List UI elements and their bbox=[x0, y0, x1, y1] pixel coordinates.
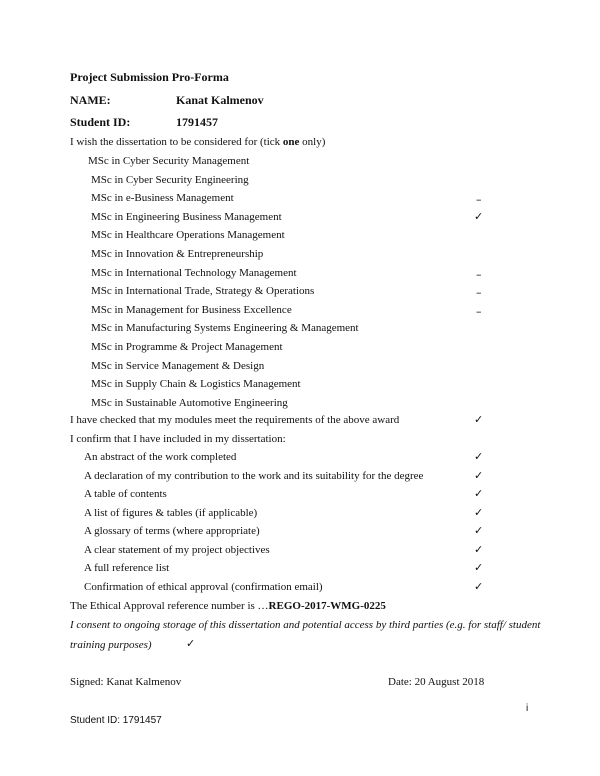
checkmark-icon: ✓ bbox=[474, 561, 484, 574]
consent-line-2: training purposes) bbox=[70, 639, 152, 651]
footer-student-id: Student ID: 1791457 bbox=[70, 715, 162, 726]
programme-label: MSc in Service Management & Design bbox=[91, 360, 265, 372]
programme-label: MSc in Management for Business Excellence bbox=[91, 304, 292, 316]
included-item-label: A table of contents bbox=[84, 488, 167, 500]
programme-label: MSc in International Technology Management bbox=[91, 267, 297, 279]
modules-check-label: I have checked that my modules meet the requirements of the above award bbox=[70, 414, 400, 426]
checkmark-icon: ✓ bbox=[474, 524, 484, 537]
dash-mark-icon: – bbox=[476, 193, 482, 206]
programme-label: MSc in Sustainable Automotive Engineering bbox=[91, 397, 288, 409]
checkmark-icon: ✓ bbox=[474, 506, 484, 519]
programme-label: MSc in Innovation & Entrepreneurship bbox=[91, 248, 264, 260]
included-item-label: A full reference list bbox=[84, 562, 170, 574]
dash-mark-icon: – bbox=[476, 286, 482, 299]
dash-mark-icon: – bbox=[476, 305, 482, 318]
page-number: i bbox=[526, 703, 529, 714]
included-item-label: An abstract of the work completed bbox=[84, 451, 237, 463]
signed-line: Signed: Kanat Kalmenov bbox=[70, 676, 182, 688]
degree-intro-after: only) bbox=[299, 136, 326, 148]
programme-label: MSc in Supply Chain & Logistics Management bbox=[91, 378, 301, 390]
programme-label: MSc in Cyber Security Engineering bbox=[91, 174, 249, 186]
programme-label: MSc in Engineering Business Management bbox=[91, 211, 282, 223]
included-intro: I confirm that I have included in my dissertation: bbox=[70, 433, 286, 445]
degree-intro bbox=[70, 136, 325, 148]
name-value: Kanat Kalmenov bbox=[176, 93, 264, 107]
degree-intro-bold: one bbox=[282, 136, 300, 148]
included-item-label: A glossary of terms (where appropriate) bbox=[84, 525, 260, 537]
consent-checkmark-icon: ✓ bbox=[186, 637, 196, 650]
checkmark-icon: ✓ bbox=[474, 543, 484, 556]
checkmark-icon: ✓ bbox=[474, 487, 484, 500]
ethics-reference: REGO-2017-WMG-0225 bbox=[268, 600, 386, 612]
checkmark-icon: ✓ bbox=[474, 210, 484, 223]
checkmark-icon: ✓ bbox=[474, 450, 484, 463]
form-title: Project Submission Pro-Forma bbox=[70, 70, 229, 84]
included-item-label: A clear statement of my project objectives bbox=[84, 544, 270, 556]
programme-label: MSc in Cyber Security Management bbox=[88, 155, 250, 167]
included-item-label: Confirmation of ethical approval (confirmation email) bbox=[84, 581, 323, 593]
consent-line-1: I consent to ongoing storage of this dissertation and potential access by third parties (e.g. for staff/ student bbox=[70, 619, 541, 631]
included-item-label: A list of figures & tables (if applicable) bbox=[84, 507, 258, 519]
name-label: NAME: bbox=[70, 93, 111, 107]
checkmark-icon: ✓ bbox=[474, 413, 484, 426]
student-id-value: 1791457 bbox=[176, 115, 218, 129]
programme-label: MSc in International Trade, Strategy & Operations bbox=[91, 285, 315, 297]
degree-intro-before: I wish the dissertation to be considered for (tick bbox=[70, 136, 283, 148]
checkmark-icon: ✓ bbox=[474, 580, 484, 593]
ethics-line bbox=[70, 600, 386, 612]
checkmark-icon: ✓ bbox=[474, 469, 484, 482]
date-line: Date: 20 August 2018 bbox=[388, 676, 485, 688]
programme-label: MSc in Manufacturing Systems Engineering & Management bbox=[91, 322, 359, 334]
programme-label: MSc in Programme & Project Management bbox=[91, 341, 283, 353]
programme-label: MSc in Healthcare Operations Management bbox=[91, 229, 285, 241]
included-item-label: A declaration of my contribution to the work and its suitability for the degree bbox=[84, 470, 424, 482]
programme-label: MSc in e-Business Management bbox=[91, 192, 234, 204]
dash-mark-icon: – bbox=[476, 268, 482, 281]
ethics-label: The Ethical Approval reference number is … bbox=[70, 600, 269, 612]
student-id-label: Student ID: bbox=[70, 115, 131, 129]
